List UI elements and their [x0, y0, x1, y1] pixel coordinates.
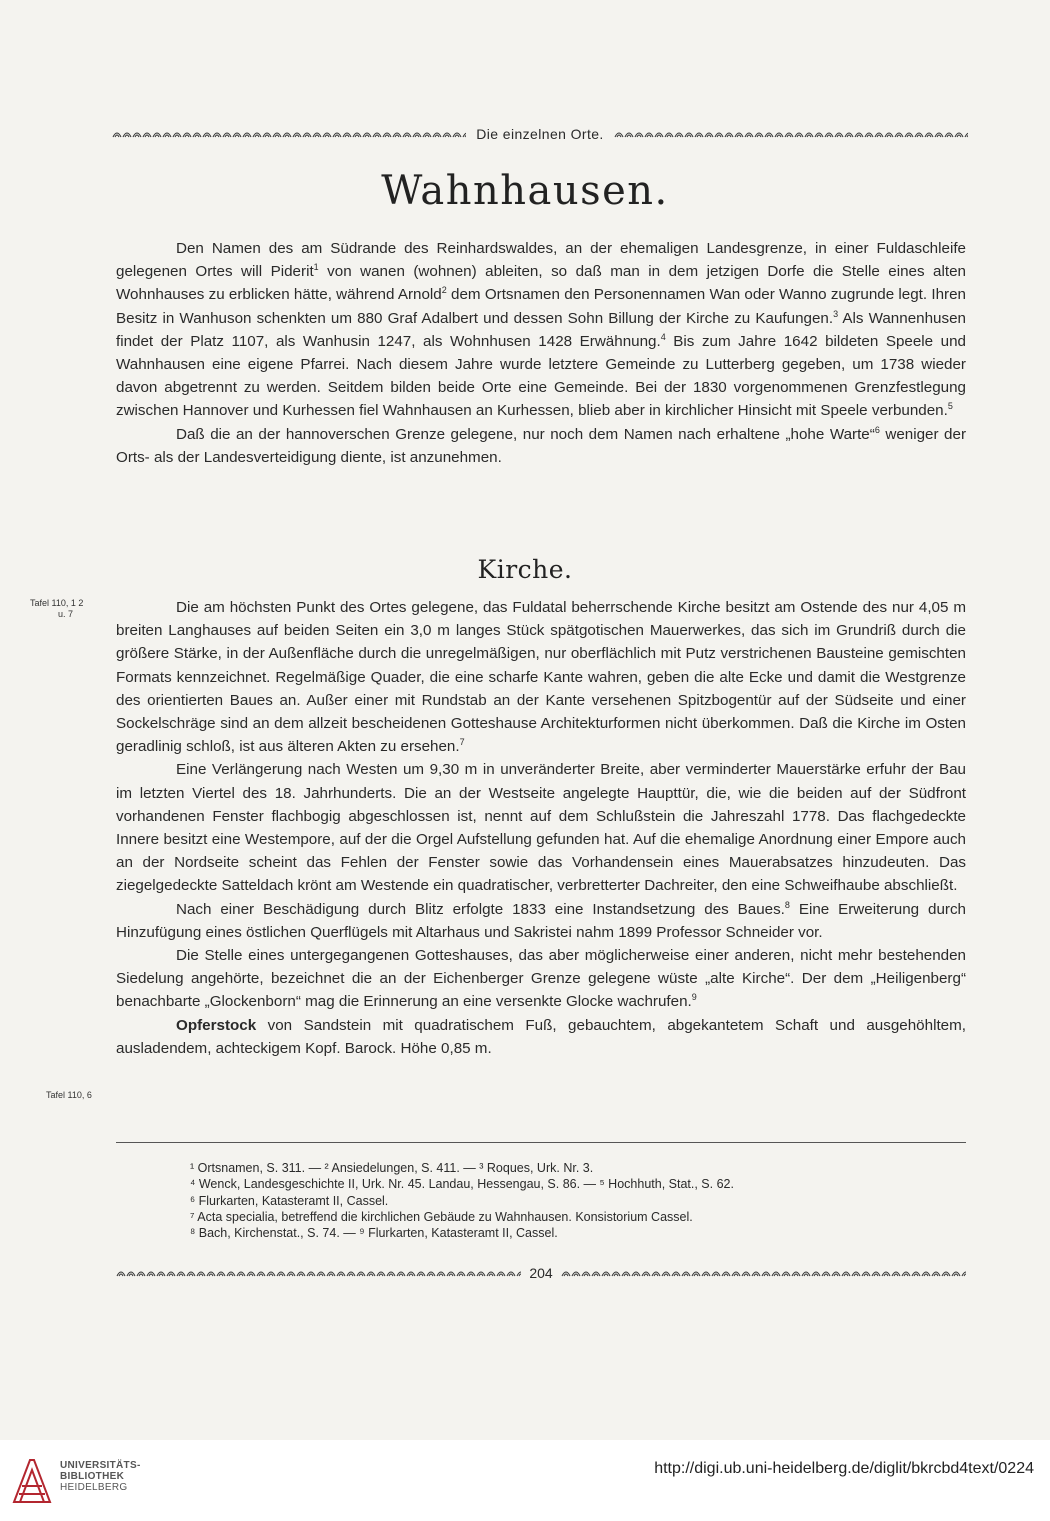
viewer-footer	[0, 1440, 1050, 1521]
footnote-marker: 8	[784, 899, 790, 910]
ornament-pattern-icon	[112, 130, 466, 139]
text-run: Eine Erweiterung durch Hinzufügung eines östlichen Querflügels mit Altarhaus und Sakristei nahm 1899 Professor Schneider vor.	[116, 900, 967, 941]
ornament-band-right	[614, 130, 968, 139]
text-run: von wanen (wohnen) ableiten, so daß man in dem jetzigen Dorfe die Stelle eines alten Wohnhauses zu erblicken hätte, während Arnold	[116, 263, 966, 304]
ornament-band-right	[561, 1269, 966, 1278]
text-run: Den Namen des am Südrande des Reinhardswaldes, an der ehemaligen Landesgrenze, in einer Fuldaschleife gelegenen Ortes will Piderit	[116, 240, 966, 281]
library-name-line: BIBLIOTHEK	[60, 1471, 125, 1482]
paragraph	[116, 758, 966, 897]
running-header	[112, 126, 968, 142]
paragraph	[116, 898, 966, 944]
text-run: Die am höchsten Punkt des Ortes gelegene, das Fuldatal beherrschende Kirche besitzt am Ostende des nur 4,05 m breiten Langhauses auf beiden Seiten ein 3,0 m langes Stück spätgotischen Mauerwerkes, das sich im Grundriß durch die größere Stärke, in der Außenfläche durch die unregelmäßigen, nur oberflächlich mit Putz verstrichenen Bausteine gemischten Formats kennzeichnet. Regelmäßige Quader, die eine scharfe Kante wahren, geben die alte Ecke und damit die Westgrenze des orientierten Baues an. Außer einer mit Rundstab an der Kante versehenen Spitzbogentür auf der Südseite und einer Sockelschräge sind an dem allzeit bescheidenen Gotteshause Architekturformen nicht überkommen. Daß die Kirche im Osten geradlinig schloß, ist aus älteren Akten zu ersehen.	[116, 599, 966, 756]
ornament-band-left	[112, 130, 466, 139]
margin-note-line: Tafel 110, 1 2	[30, 598, 84, 608]
library-name-line: HEIDELBERG	[60, 1482, 128, 1493]
paragraph	[116, 237, 966, 423]
page-number: 204	[529, 1265, 553, 1281]
footnote-rule	[116, 1142, 966, 1143]
paragraph	[116, 423, 966, 469]
running-header-label: Die einzelnen Orte.	[476, 126, 604, 142]
text-run: von Sandstein mit quadratischem Fuß, gebauchtem, abgekantetem Schaft und ausgehöhltem, ausladendem, achteckigem Kopf. Barock. Höhe 0,85 m.	[116, 1016, 966, 1057]
library-seal-icon	[10, 1456, 54, 1508]
emphasized-term: Opferstock	[176, 1016, 257, 1034]
footnote: ⁶ Flurkarten, Katasteramt II, Cassel.	[190, 1193, 389, 1208]
footnote: ⁴ Wenck, Landesgeschichte II, Urk. Nr. 45. Landau, Hessengau, S. 86. — ⁵ Hochhuth, Stat., S. 62.	[190, 1177, 734, 1192]
page-title: Wahnhausen.	[381, 168, 669, 214]
margin-note-line: u. 7	[58, 609, 74, 619]
text-run: Als Wannenhusen findet der Platz 1107, als Wanhusin 1247, als Wohnhusen 1428 Erwähnung.	[116, 309, 966, 350]
footnote-marker: 4	[660, 331, 666, 342]
footnote: ⁸ Bach, Kirchenstat., S. 74. — ⁹ Flurkarten, Katasteramt II, Cassel.	[190, 1226, 558, 1241]
footnote: ¹ Ortsnamen, S. 311. — ² Ansiedelungen, S. 411. — ³ Roques, Urk. Nr. 3.	[190, 1161, 594, 1175]
library-name-line: UNIVERSITÄTS-	[60, 1460, 141, 1471]
ornament-band-left	[116, 1269, 521, 1278]
footnote-marker: 3	[833, 308, 839, 319]
text-run: dem Ortsnamen den Personennamen Wan oder Wanno zugrunde legt. Ihren Besitz in Wanhuson schenkten um 880 Graf Adalbert und dessen Sohn Billung der Kirche zu Kaufungen.	[116, 286, 966, 327]
margin-note-tafel-110-6	[46, 1090, 92, 1101]
source-url-link[interactable]: http://digi.ub.uni-heidelberg.de/diglit/bkrcbd4text/0224	[654, 1460, 1034, 1477]
text-run: Bis zum Jahre 1642 bildeten Speele und Wahnhausen eine eigene Pfarrei. Nach diesem Jahre wurde letztere Gemeinde zu Lutterberg gegeben, um 1738 wieder davon abgetrennt zu werden. Seitdem bilden beide Orte eine Gemeinde. Bei der 1830 vorgenommenen Grenzfestlegung zwischen Hannover und Kurhessen fiel Wahnhausen an Kurhessen, blieb aber in kirchlicher Hinsicht mit Speele verbunden.	[116, 332, 967, 420]
paragraph	[116, 1014, 966, 1060]
paragraph	[116, 596, 966, 758]
footnote-marker: 1	[313, 262, 319, 273]
ornament-pattern-icon	[116, 1269, 521, 1278]
text-run: Die Stelle eines untergegangenen Gotteshauses, das aber möglicherweise einer anderen, nicht mehr bestehenden Siedelung angehörte, bezeichnet die an der Eichenberger Grenze gelegene wüste „alte Kirche“. Der dem „Heiligenberg“ benachbarte „Glockenborn“ mag die Erinnerung an eine versenkte Glocke wachrufen.	[116, 947, 966, 1011]
text-run: Nach einer Beschädigung durch Blitz erfolgte 1833 eine Instandsetzung des Baues.	[176, 900, 785, 918]
section-heading: Kirche.	[477, 555, 573, 584]
intro-text	[116, 237, 966, 469]
ornament-pattern-icon	[614, 130, 968, 139]
footnote-marker: 6	[874, 424, 880, 435]
margin-note-tafel-110-1-2	[30, 598, 83, 620]
library-name	[60, 1460, 141, 1493]
footnote: ⁷ Acta specialia, betreffend die kirchlichen Gebäude zu Wahnhausen. Konsistorium Cassel.	[190, 1209, 693, 1224]
ornament-pattern-icon	[561, 1269, 966, 1278]
text-run: Eine Verlängerung nach Westen um 9,30 m in unveränderter Breite, aber verminderter Mauerstärke erfuhr der Bau im letzten Viertel des 18. Jahrhunderts. Die an der Westseite angelegte Haupttür, die, wie die beiden auf der Südfront vorhandenen Fenster flachbogig abgeschlossen ist, nennt auf dem Schlußstein die Jahreszahl 1778. Das flachgedeckte Innere besitzt eine Westempore, auf der die Orgel Aufstellung gefunden hat. Auf die ehemalige Anordnung einer Empore auch an der Nordseite scheint das Fehlen der Fenster sowie das Vorhandensein eines Mauerabsatzes hinzudeuten. Das ziegelgedeckte Satteldach krönt am Westende ein quadratischer, verbretterter Dachreiter, den eine Schweifhaube abschließt.	[116, 761, 966, 895]
margin-note-line: Tafel 110, 6	[46, 1090, 92, 1100]
footnotes	[190, 1160, 890, 1241]
footnote-marker: 5	[947, 401, 953, 412]
kirche-text	[116, 596, 966, 1060]
footnote-marker: 7	[459, 737, 465, 748]
footnote-marker: 9	[691, 992, 697, 1003]
page-footer	[116, 1265, 966, 1281]
paragraph	[116, 944, 966, 1014]
text-run: weniger der Orts- als der Landesverteidigung diente, ist anzunehmen.	[116, 425, 966, 466]
footnote-marker: 2	[441, 285, 447, 296]
text-run: Daß die an der hannoverschen Grenze gelegene, nur noch dem Namen nach erhaltene „hohe Warte“	[176, 425, 875, 443]
